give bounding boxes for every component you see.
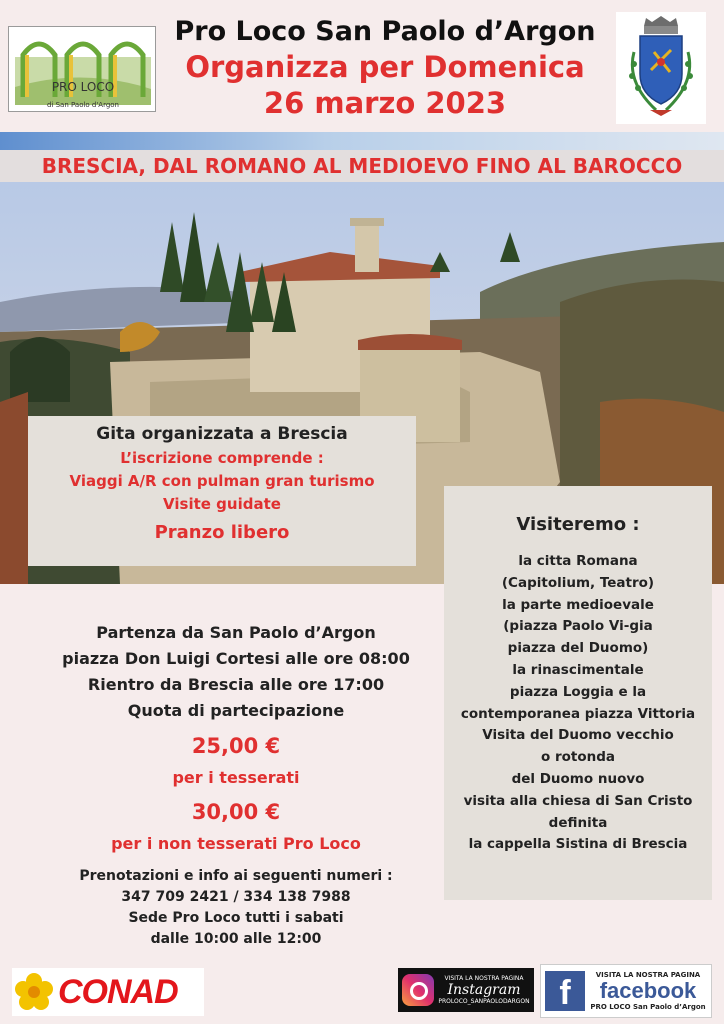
price-non-members-label: per i non tesserati Pro Loco (111, 834, 361, 853)
facebook-page-name: PRO LOCO San Paolo d’Argon (590, 1003, 706, 1011)
header-line-1: Pro Loco San Paolo d’Argon (174, 16, 596, 47)
price-members: 25,00 € (191, 734, 281, 758)
itinerary-line: la rinascimentale (512, 661, 644, 678)
contact-info (36, 866, 436, 950)
itinerary-line: Visita del Duomo vecchio (482, 727, 674, 744)
itinerary-line: visita alla chiesa di San Cristo (463, 792, 693, 809)
trip-title: Gita organizzata a Brescia (96, 424, 348, 444)
instagram-icon (402, 974, 434, 1006)
trip-line: Visite guidate (163, 495, 281, 513)
itinerary-line: la parte medioevale (502, 596, 654, 613)
itinerary-line: piazza del Duomo) (507, 640, 649, 657)
itinerary-line: la cappella Sistina di Brescia (468, 836, 688, 853)
price-members-label: per i tesserati (172, 768, 300, 787)
instagram-badge[interactable] (398, 968, 534, 1012)
facebook-name: facebook (599, 978, 697, 1003)
trip-info-panel (28, 416, 416, 566)
departure-line: Rientro da Brescia alle ore 17:00 (87, 675, 385, 694)
contact-line: dalle 10:00 alle 12:00 (150, 931, 322, 947)
facebook-cta: VISITA LA NOSTRA PAGINA (595, 971, 701, 979)
facebook-icon: f (545, 971, 585, 1011)
itinerary-panel (444, 486, 712, 900)
trip-highlight: Pranzo libero (154, 522, 290, 543)
conad-logo (12, 968, 204, 1016)
itinerary-line: o rotonda (540, 749, 616, 766)
town-crest (616, 12, 706, 124)
contact-line: Prenotazioni e info ai seguenti numeri : (79, 868, 393, 884)
itinerary-line: del Duomo nuovo (511, 770, 645, 787)
logo-subtext: di San Paolo d'Argon (46, 101, 120, 109)
trip-line: Viaggi A/R con pulman gran turismo (69, 472, 375, 490)
event-subtitle: BRESCIA, DAL ROMANO AL MEDIOEVO FINO AL BAROCCO (0, 150, 724, 182)
conad-text: CONAD (58, 972, 178, 1011)
instagram-handle: PROLOCO_SANPAOLODARGON (438, 998, 530, 1005)
pro-loco-logo (8, 26, 156, 112)
instagram-cta: VISITA LA NOSTRA PAGINA (444, 975, 524, 982)
logo-text: PRO LOCO (51, 80, 115, 94)
departure-info (36, 620, 436, 724)
departure-line: piazza Don Luigi Cortesi alle ore 08:00 (62, 649, 410, 668)
price-non-members: 30,00 € (191, 800, 281, 824)
contact-phone: 347 709 2421 / 334 138 7988 (121, 889, 351, 905)
departure-line: Partenza da San Paolo d’Argon (96, 623, 376, 642)
contact-line: Sede Pro Loco tutti i sabati (128, 910, 344, 926)
facebook-badge[interactable] (540, 964, 712, 1018)
event-date: 26 marzo 2023 (263, 86, 507, 120)
departure-line: Quota di partecipazione (127, 701, 345, 720)
header-line-2: Organizza per Domenica (185, 50, 585, 84)
itinerary-line: contemporanea piazza Vittoria (460, 705, 696, 722)
itinerary-line: (piazza Paolo Vi-gia (503, 618, 653, 635)
trip-line: L’iscrizione comprende : (120, 449, 324, 467)
blue-divider (0, 132, 724, 150)
flower-icon (14, 972, 54, 1012)
itinerary-line: piazza Loggia e la (509, 683, 647, 700)
itinerary-heading: Visiteremo : (516, 514, 640, 535)
instagram-name: Instagram (447, 982, 521, 998)
itinerary-line: (Capitolium, Teatro) (501, 574, 655, 591)
itinerary-line: la citta Romana (518, 553, 638, 569)
itinerary-line: definita (548, 814, 608, 831)
